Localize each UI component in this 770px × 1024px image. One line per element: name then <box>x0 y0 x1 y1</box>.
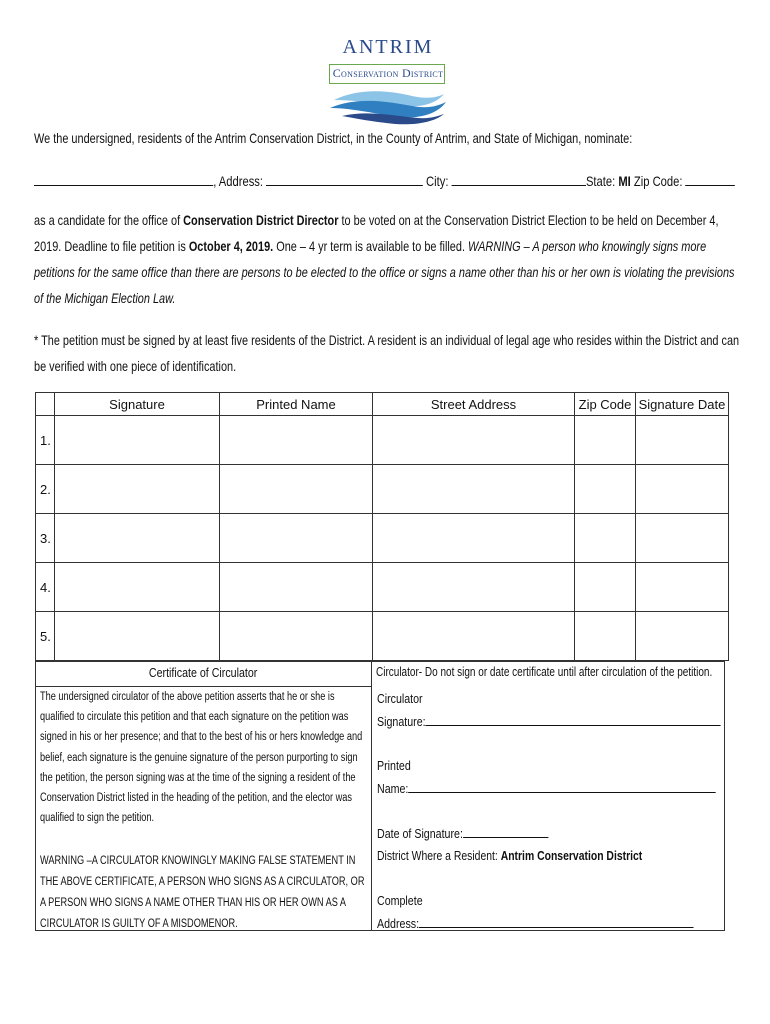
logo <box>328 36 448 126</box>
intro-text <box>34 125 770 151</box>
circulator-signature-row <box>377 710 770 733</box>
table-row <box>36 465 729 514</box>
street-address-cell[interactable] <box>373 563 575 612</box>
candidate-text-1: as a candidate for the office of <box>34 212 184 228</box>
city-label: City: <box>426 173 449 189</box>
header-zip-code: Zip Code <box>575 393 636 416</box>
district-value: Antrim Conservation District <box>500 848 643 863</box>
certificate-heading: Certificate of Circulator <box>149 665 258 680</box>
wave-icon <box>328 86 448 126</box>
term-text: One – 4 yr term is available to be filled. <box>273 238 469 254</box>
logo-subtitle: Conservation District <box>332 66 444 80</box>
circulator-address-field[interactable] <box>419 912 694 928</box>
name-label: Name: <box>377 781 409 796</box>
office-name: Conservation District Director <box>183 212 339 228</box>
intro-sentence: We the undersigned, residents of the Antrim Conservation District, in the County of Antrim, and State of Michigan, nominate: <box>34 130 633 146</box>
signature-table <box>35 392 729 661</box>
certificate-warning: WARNING –A CIRCULATOR KNOWINGLY MAKING FALSE STATEMENT IN THE ABOVE CERTIFICATE, A PERSON WHO SIGNS AS A CIRCULATOR, OR A PERSON WHO SIGNS A NAME OTHER THAN HIS OR HER OWN AS A CIRCULATOR IS GUILTY OF A MISDOMENOR. <box>40 855 365 930</box>
circulator-label: Circulator <box>377 691 423 706</box>
signature-date-cell[interactable] <box>636 416 729 465</box>
circulator-name-row <box>377 777 770 800</box>
requirement-text: * The petition must be signed by at least five residents of the District. A resident is an individual of legal age who resides within the District and can be verified with one piece of identification. <box>34 332 740 374</box>
logo-title: ANTRIM <box>342 36 434 58</box>
signature-date-cell[interactable] <box>636 563 729 612</box>
table-row <box>36 514 729 563</box>
signature-date-row <box>377 822 586 845</box>
header-printed-name: Printed Name <box>220 393 373 416</box>
row-number: 4. <box>36 563 55 612</box>
nominee-name-field[interactable] <box>34 170 213 186</box>
table-row <box>36 612 729 661</box>
header-signature: Signature <box>55 393 220 416</box>
row-number: 5. <box>36 612 55 661</box>
signature-date-cell[interactable] <box>636 612 729 661</box>
date-label: Date of Signature: <box>377 826 463 841</box>
printed-label: Printed <box>377 758 411 773</box>
certificate-divider <box>371 662 372 930</box>
district-label: District Where a Resident: <box>377 848 501 863</box>
printed-name-cell[interactable] <box>220 465 373 514</box>
nominee-address-field[interactable] <box>266 170 423 186</box>
printed-name-cell[interactable] <box>220 563 373 612</box>
street-address-cell[interactable] <box>373 514 575 563</box>
state-value: MI <box>618 173 631 189</box>
circulator-certificate <box>35 661 725 931</box>
zip-code-cell[interactable] <box>575 416 636 465</box>
row-number: 3. <box>36 514 55 563</box>
state-label: State: <box>585 173 616 189</box>
signature-date-cell[interactable] <box>636 514 729 563</box>
deadline-label: Deadline to file petition is <box>64 238 189 254</box>
zip-code-cell[interactable] <box>575 563 636 612</box>
candidate-text-2: to be voted on at the Conservation District Election to be held on December 4, 2019. <box>34 212 719 254</box>
election-law-warning: WARNING – A person who knowingly signs more petitions for the same office than there are persons to be elected to the office or signs a name other than his or her own is violating the previsions of the Michigan Election Law. <box>34 238 735 306</box>
table-header-row <box>36 393 729 416</box>
printed-name-cell[interactable] <box>220 416 373 465</box>
district-row <box>377 845 709 867</box>
street-address-cell[interactable] <box>373 416 575 465</box>
signature-cell[interactable] <box>55 416 220 465</box>
zip-code-cell[interactable] <box>575 514 636 563</box>
table-row <box>36 563 729 612</box>
header-signature-date: Signature Date <box>636 393 729 416</box>
candidate-paragraph <box>34 207 740 311</box>
address-label: Address: <box>377 916 420 931</box>
row-number: 1. <box>36 416 55 465</box>
deadline-date: October 4, 2019. <box>188 238 274 254</box>
signature-cell[interactable] <box>55 612 220 661</box>
nominee-line <box>34 168 770 194</box>
nominee-zip-field[interactable] <box>686 170 736 186</box>
street-address-cell[interactable] <box>373 612 575 661</box>
signature-date-cell[interactable] <box>636 465 729 514</box>
complete-label: Complete <box>377 893 423 908</box>
zip-code-cell[interactable] <box>575 465 636 514</box>
table-row <box>36 416 729 465</box>
address-label: , Address: <box>213 173 264 189</box>
row-number: 2. <box>36 465 55 514</box>
zip-code-cell[interactable] <box>575 612 636 661</box>
circulator-address-row <box>377 912 763 935</box>
circulator-signature-field[interactable] <box>426 710 721 726</box>
signature-date-field[interactable] <box>463 822 548 838</box>
circulator-name-field[interactable] <box>408 777 716 793</box>
zip-label: Zip Code: <box>633 173 683 189</box>
printed-name-cell[interactable] <box>220 514 373 563</box>
signature-cell[interactable] <box>55 514 220 563</box>
signature-label: Signature: <box>377 714 426 729</box>
requirement-note <box>34 327 740 379</box>
header-number <box>36 393 55 416</box>
signature-cell[interactable] <box>55 465 220 514</box>
certificate-statement: The undersigned circulator of the above petition asserts that he or she is qualified to circulate this petition and that each signature on the petition was signed in his or her presence; and that to the best of his or hers knowledge and belief, each signature is the genuine signature of the person purporting to sign the petition, the person signing was at the time of the signing a resident of the Conservation District listed in the heading of the petition, and the elector was qualified to sign the petition. <box>40 691 363 825</box>
header-street-address: Street Address <box>373 393 575 416</box>
signature-cell[interactable] <box>55 563 220 612</box>
street-address-cell[interactable] <box>373 465 575 514</box>
circulator-notice: Circulator- Do not sign or date certificate until after circulation of the petition. <box>376 665 713 679</box>
printed-name-cell[interactable] <box>220 612 373 661</box>
nominee-city-field[interactable] <box>452 170 586 186</box>
